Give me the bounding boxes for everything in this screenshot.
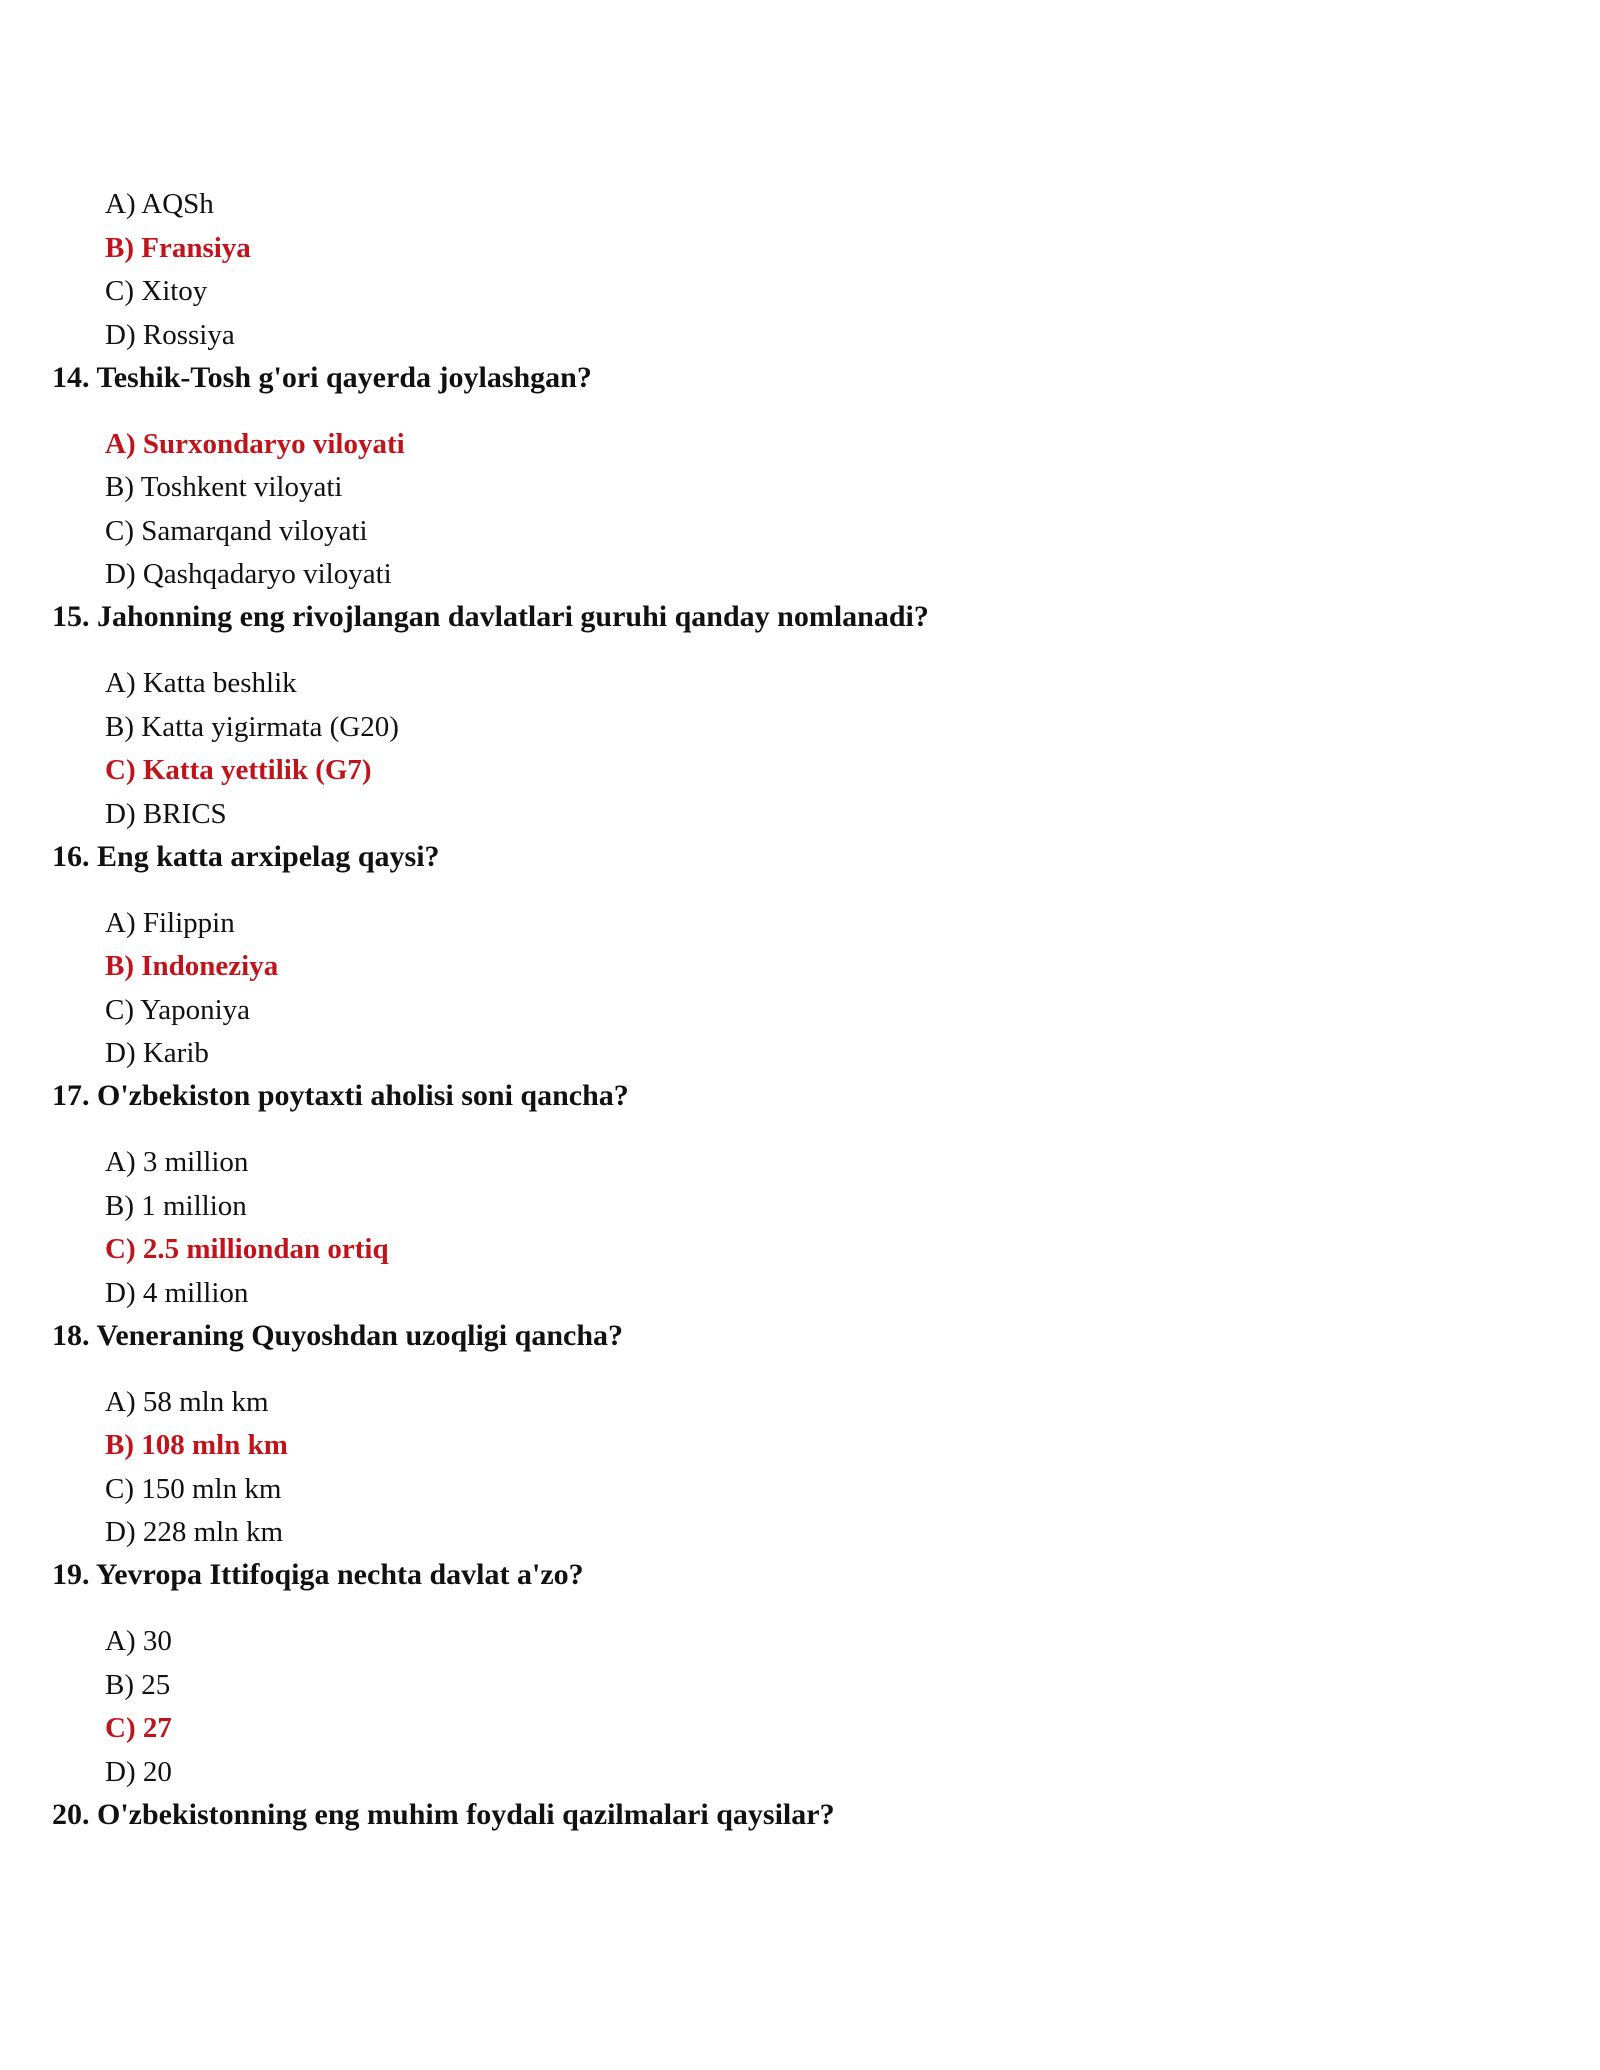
answer-option-c-correct: C) 2.5 milliondan ortiq	[105, 1233, 389, 1265]
answer-option-d: D) 20	[105, 1755, 172, 1788]
answer-option-b: B) Toshkent viloyati	[105, 471, 343, 503]
answer-option-c: C) Xitoy	[105, 275, 208, 307]
answer-option-a-correct: A) Surxondaryo viloyati	[105, 427, 405, 460]
answer-option-b-correct: B) Indoneziya	[105, 950, 279, 982]
answer-option-d: D) Karib	[105, 1037, 209, 1069]
answer-option-d: D) 4 million	[105, 1276, 249, 1309]
answer-option-d: D) 228 mln km	[105, 1516, 284, 1548]
answer-option-b: B) Katta yigirmata (G20)	[105, 710, 399, 743]
answer-option-a: A) AQSh	[105, 188, 214, 220]
answer-option-c-correct: C) Katta yettilik (G7)	[105, 754, 372, 786]
question-title: 14. Teshik-Tosh g'ori qayerda joylashgan?	[52, 360, 592, 394]
answer-option-b-correct: B) 108 mln km	[105, 1429, 288, 1461]
answer-option-b-correct: B) Fransiya	[105, 231, 251, 264]
question-title: 19. Yevropa Ittifoqiga nechta davlat a'zo?	[52, 1558, 584, 1591]
answer-option-d: D) Rossiya	[105, 318, 235, 351]
answer-option-a: A) Filippin	[105, 906, 235, 939]
answer-option-c: C) Samarqand viloyati	[105, 514, 368, 547]
question-title: 17. O'zbekiston poytaxti aholisi soni qancha?	[52, 1079, 629, 1112]
question-title: 15. Jahonning eng rivojlangan davlatlari guruhi qanday nomlanadi?	[52, 600, 929, 633]
question-title: 20. O'zbekistonning eng muhim foydali qazilmalari qaysilar?	[52, 1797, 835, 1831]
answer-option-d: D) Qashqadaryo viloyati	[105, 558, 392, 590]
answer-option-c: C) 150 mln km	[105, 1472, 282, 1505]
answer-option-d: D) BRICS	[105, 797, 227, 830]
answer-option-a: A) 3 million	[105, 1146, 249, 1178]
answer-option-a: A) Katta beshlik	[105, 667, 297, 699]
answer-option-b: B) 1 million	[105, 1189, 247, 1222]
answer-option-c-correct: C) 27	[105, 1712, 172, 1744]
answer-option-b: B) 25	[105, 1668, 171, 1701]
answer-option-a: A) 30	[105, 1625, 172, 1657]
question-title: 18. Veneraning Quyoshdan uzoqligi qancha?	[52, 1318, 624, 1352]
question-title: 16. Eng katta arxipelag qaysi?	[52, 839, 440, 873]
answer-option-c: C) Yaponiya	[105, 993, 251, 1026]
answer-option-a: A) 58 mln km	[105, 1385, 269, 1418]
